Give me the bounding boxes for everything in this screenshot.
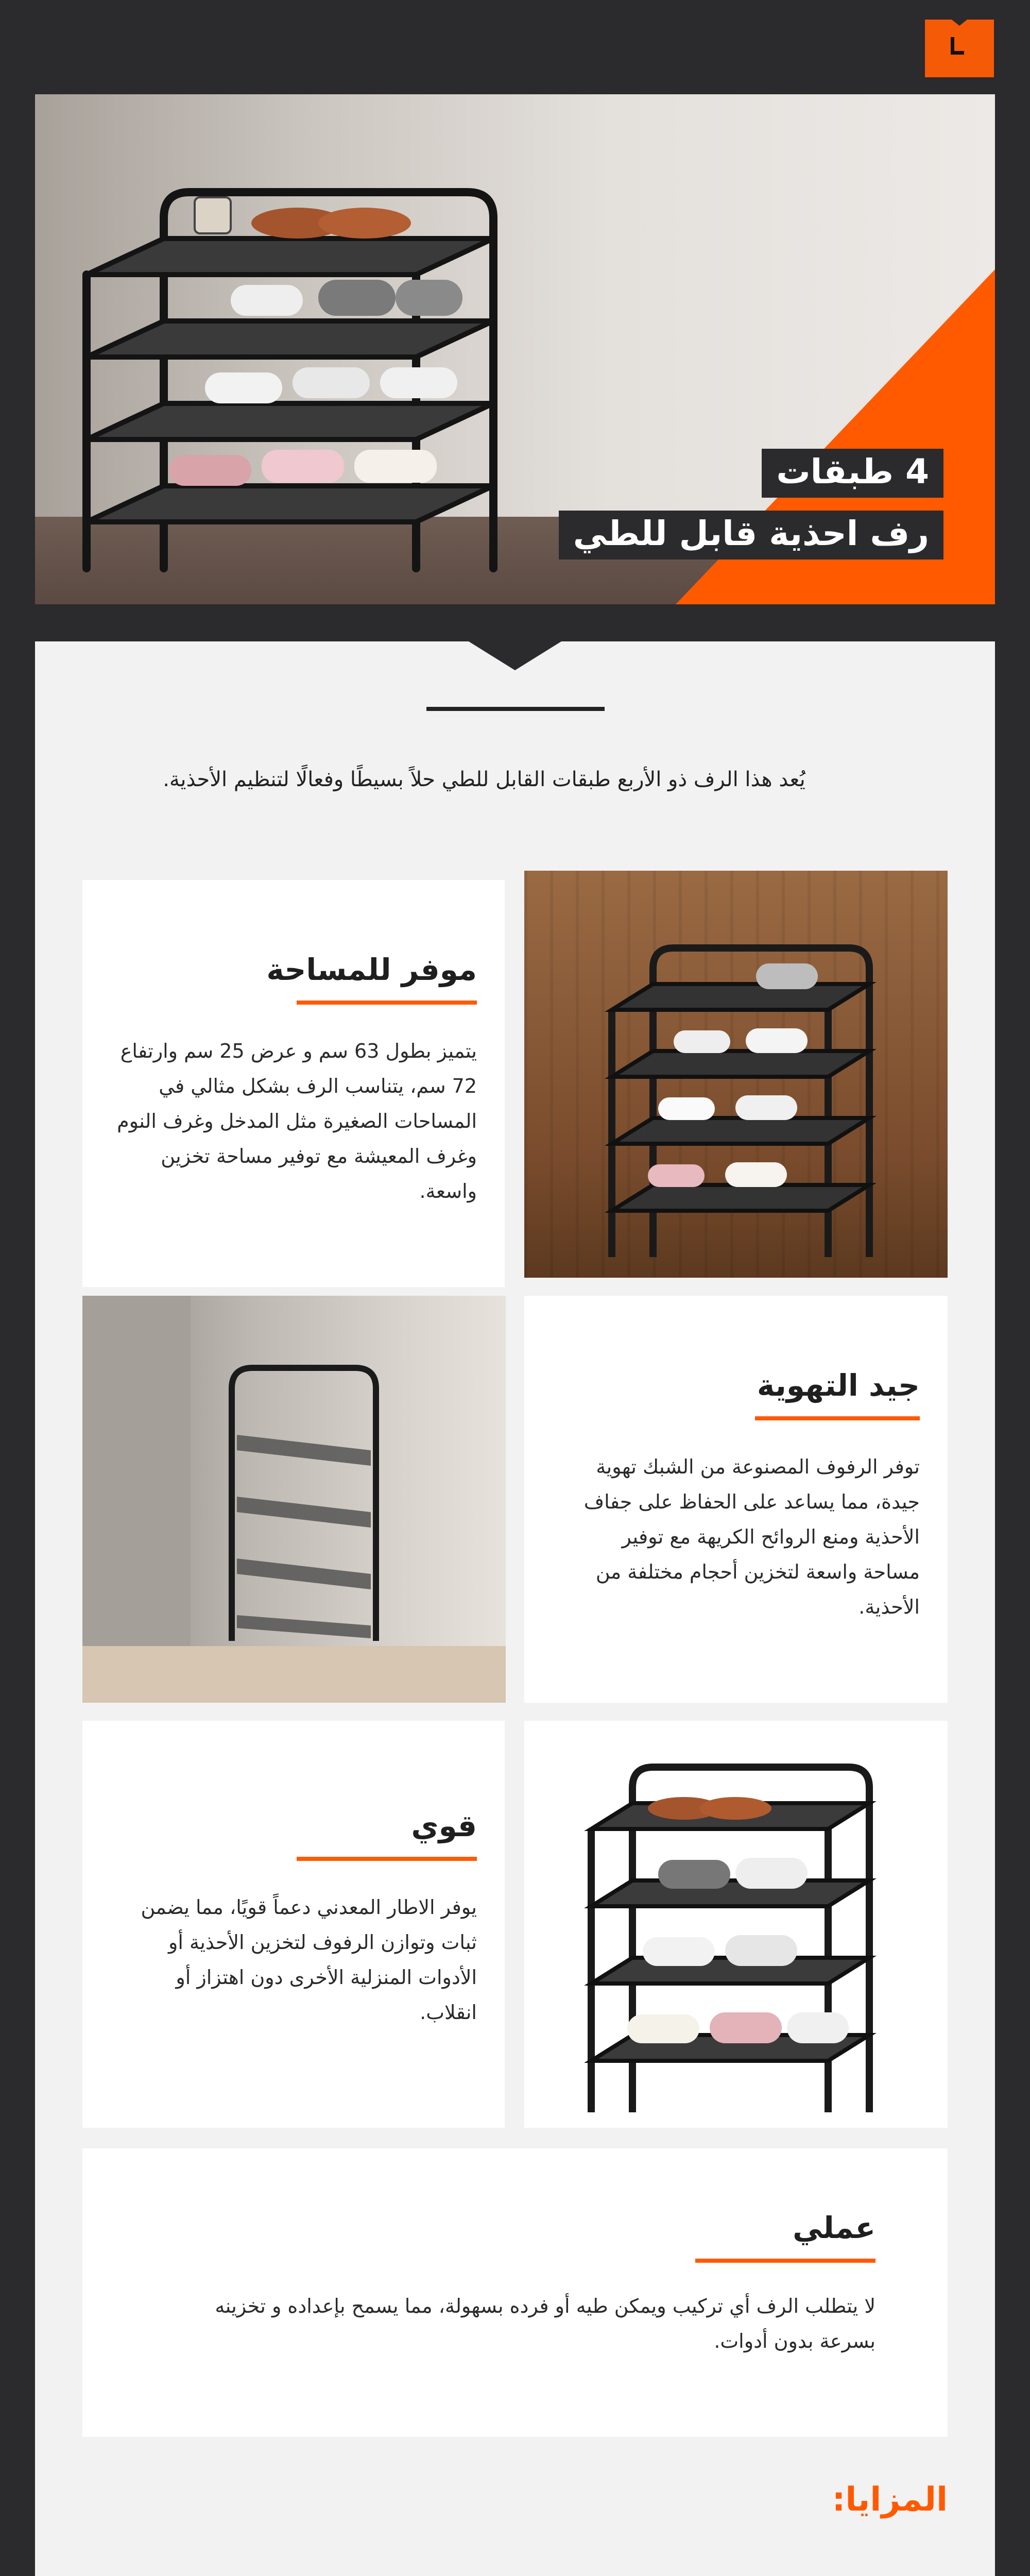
feature-underline xyxy=(695,2259,876,2263)
logo-glyph xyxy=(951,37,964,55)
feature-underline xyxy=(755,1416,920,1420)
hero-tag-layers: 4 طبقات xyxy=(762,449,943,498)
feature-text: يوفر الاطار المعدني دعماً قويًا، مما يضمن ثبات وتوازن الرفوف لتخزين الأحذية أو الأدوات المنزلية الأخرى دون اهتزاز أو انقلاب. xyxy=(141,1896,477,2024)
rack-product-illustration xyxy=(581,1731,900,2123)
hero-tag-product: رف احذية قابل للطي xyxy=(559,511,943,560)
room-floor xyxy=(82,1646,506,1703)
feature-card-strong xyxy=(82,1721,505,2128)
feature-text: لا يتطلب الرف أي تركيب ويمكن طيه أو فرده بسهولة، مما يسمح بإعداده و تخزينه بسرعة بدون أدوات. xyxy=(215,2295,876,2352)
photo-rack-white-bg xyxy=(524,1721,948,2128)
feature-underline xyxy=(297,1857,477,1861)
folded-rack-illustration xyxy=(211,1358,397,1646)
feature-title: جيد التهوية xyxy=(757,1368,920,1403)
feature-underline xyxy=(297,1001,477,1005)
brand-logo-icon[interactable] xyxy=(925,20,994,77)
feature-card-practical xyxy=(82,2148,948,2437)
rack-photo-illustration xyxy=(602,907,890,1262)
advantages-title: المزايا: xyxy=(832,2481,948,2519)
intro-text: يُعد هذا الرف ذو الأربع طبقات القابل للطي حلاً بسيطًا وفعالًا لتنظيم الأحذية. xyxy=(163,768,805,791)
feature-title: عملي xyxy=(793,2210,876,2245)
section-divider xyxy=(426,707,605,711)
feature-title: قوي xyxy=(411,1808,477,1843)
photo-rack-wood-wall xyxy=(524,871,948,1278)
hero-banner xyxy=(35,94,995,604)
shoe-rack-illustration xyxy=(76,141,540,573)
feature-text: يتميز بطول 63 سم و عرض 25 سم وارتفاع 72 سم، يتناسب الرف بشكل مثالي في المساحات الصغيرة مثل المدخل وغرف النوم وغرف المعيشة مع توفير مساحة تخزين واسعة. xyxy=(117,1040,477,1202)
feature-title: موفر للمساحة xyxy=(266,952,477,987)
feature-card-space-saving xyxy=(82,880,505,1287)
room-door xyxy=(82,1296,191,1703)
feature-card-ventilation xyxy=(524,1296,948,1703)
feature-text: توفر الرفوف المصنوعة من الشبك تهوية جيدة، مما يساعد على الحفاظ على جفاف الأحذية ومنع الروائح الكريهة مع توفير مساحة واسعة لتخزين أحجام مختلفة من الأحذية. xyxy=(583,1455,920,1618)
logo-notch xyxy=(952,20,967,26)
photo-folded-rack-room xyxy=(82,1296,506,1703)
